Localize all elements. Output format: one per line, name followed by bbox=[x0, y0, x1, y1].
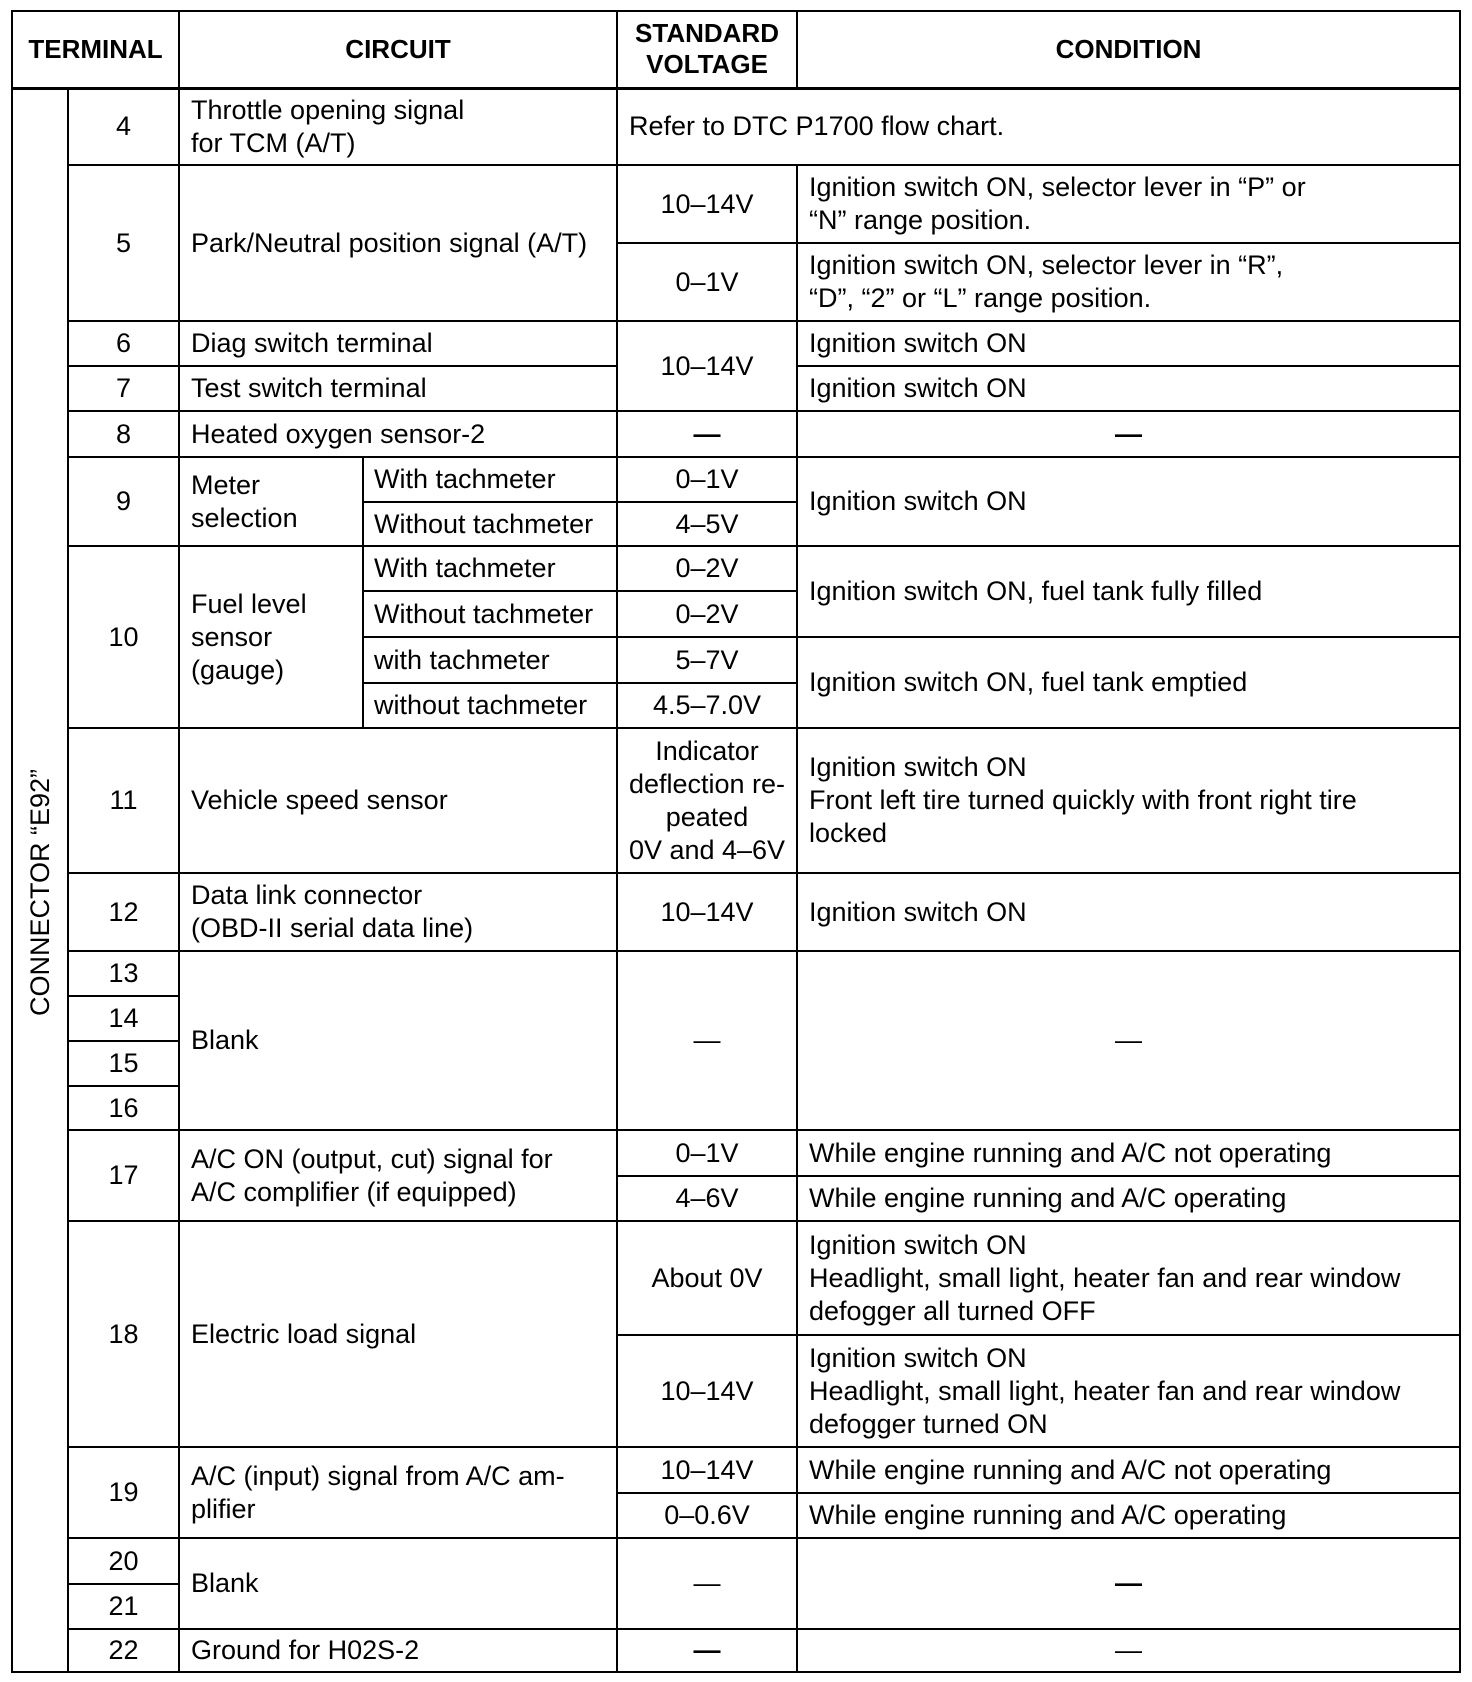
terminal-18-circuit: Electric load signal bbox=[179, 1221, 617, 1447]
table-row bbox=[12, 546, 1460, 591]
terminal-19-condition-1: While engine running and A/C not operating bbox=[797, 1447, 1460, 1493]
terminal-8-number: 8 bbox=[68, 411, 179, 457]
terminal-10-variant-2-label: Without tachmeter bbox=[363, 591, 617, 637]
terminal-18-voltage-1: About 0V bbox=[617, 1221, 797, 1335]
terminal-20-21-circuit: Blank bbox=[179, 1538, 617, 1629]
terminal-17-circuit: A/C ON (output, cut) signal for A/C complifier (if equipped) bbox=[179, 1130, 617, 1221]
table-row bbox=[12, 728, 1460, 873]
terminal-9-condition: Ignition switch ON bbox=[797, 457, 1460, 546]
terminal-19-condition-2: While engine running and A/C operating bbox=[797, 1493, 1460, 1538]
table-row bbox=[12, 457, 1460, 502]
terminal-10-variant-1-voltage: 0–2V bbox=[617, 546, 797, 591]
terminal-6-7-voltage: 10–14V bbox=[617, 321, 797, 411]
table-row bbox=[12, 88, 1460, 165]
terminal-9-variant-1-label: With tachmeter bbox=[363, 457, 617, 502]
terminal-7-condition: Ignition switch ON bbox=[797, 366, 1460, 411]
terminal-10-circuit: Fuel level sensor (gauge) bbox=[179, 546, 363, 728]
terminal-5-condition-2: Ignition switch ON, selector lever in “R”, “D”, “2” or “L” range position. bbox=[797, 243, 1460, 321]
terminal-9-circuit: Meter selection bbox=[179, 457, 363, 546]
terminal-4-number: 4 bbox=[68, 88, 179, 165]
table-row bbox=[12, 1629, 1460, 1672]
table-row bbox=[12, 1447, 1460, 1493]
terminal-17-voltage-2: 4–6V bbox=[617, 1176, 797, 1221]
terminal-10-condition-1: Ignition switch ON, fuel tank fully filled bbox=[797, 546, 1460, 637]
table-row bbox=[12, 1221, 1460, 1335]
terminal-8-voltage: — bbox=[617, 411, 797, 457]
terminal-11-condition: Ignition switch ON Front left tire turned quickly with front right tire locked bbox=[797, 728, 1460, 873]
terminal-20-number: 20 bbox=[68, 1538, 179, 1584]
terminal-10-variant-3-voltage: 5–7V bbox=[617, 637, 797, 683]
terminal-17-number: 17 bbox=[68, 1130, 179, 1221]
terminal-5-number: 5 bbox=[68, 165, 179, 321]
terminal-9-number: 9 bbox=[68, 457, 179, 546]
terminal-18-condition-1: Ignition switch ON Headlight, small light, heater fan and rear window defogger all turned OFF bbox=[797, 1221, 1460, 1335]
table-row bbox=[12, 1538, 1460, 1584]
terminal-22-voltage: — bbox=[617, 1629, 797, 1672]
terminal-12-number: 12 bbox=[68, 873, 179, 951]
table-row bbox=[12, 165, 1460, 243]
terminal-17-voltage-1: 0–1V bbox=[617, 1130, 797, 1176]
terminal-18-condition-2: Ignition switch ON Headlight, small light, heater fan and rear window defogger turned ON bbox=[797, 1335, 1460, 1447]
terminal-18-voltage-2: 10–14V bbox=[617, 1335, 797, 1447]
table-row bbox=[12, 411, 1460, 457]
terminal-18-number: 18 bbox=[68, 1221, 179, 1447]
terminal-12-circuit: Data link connector (OBD-II serial data line) bbox=[179, 873, 617, 951]
header-row bbox=[12, 11, 1460, 88]
terminal-14-number: 14 bbox=[68, 996, 179, 1041]
ecm-terminal-voltage-table bbox=[11, 10, 1461, 1673]
table-row bbox=[12, 951, 1460, 996]
terminal-7-number: 7 bbox=[68, 366, 179, 411]
terminal-9-variant-2-voltage: 4–5V bbox=[617, 502, 797, 546]
table-row bbox=[12, 1130, 1460, 1176]
terminal-12-voltage: 10–14V bbox=[617, 873, 797, 951]
terminal-22-number: 22 bbox=[68, 1629, 179, 1672]
terminal-9-variant-2-label: Without tachmeter bbox=[363, 502, 617, 546]
terminal-10-variant-1-label: With tachmeter bbox=[363, 546, 617, 591]
connector-cell bbox=[12, 88, 68, 1672]
header-condition: CONDITION bbox=[797, 11, 1460, 88]
terminal-13-16-circuit: Blank bbox=[179, 951, 617, 1130]
terminal-17-condition-1: While engine running and A/C not operating bbox=[797, 1130, 1460, 1176]
terminal-5-voltage-1: 10–14V bbox=[617, 165, 797, 243]
terminal-4-note: Refer to DTC P1700 flow chart. bbox=[617, 88, 1460, 165]
terminal-5-voltage-2: 0–1V bbox=[617, 243, 797, 321]
terminal-10-variant-3-label: with tachmeter bbox=[363, 637, 617, 683]
terminal-11-voltage: Indicator deflection re- peated 0V and 4–6V bbox=[617, 728, 797, 873]
terminal-8-circuit: Heated oxygen sensor-2 bbox=[179, 411, 617, 457]
terminal-15-number: 15 bbox=[68, 1041, 179, 1086]
terminal-21-number: 21 bbox=[68, 1584, 179, 1629]
terminal-10-condition-2: Ignition switch ON, fuel tank emptied bbox=[797, 637, 1460, 728]
connector-label: CONNECTOR “E92” bbox=[24, 769, 55, 1017]
terminal-19-number: 19 bbox=[68, 1447, 179, 1538]
table-row bbox=[12, 873, 1460, 951]
terminal-16-number: 16 bbox=[68, 1086, 179, 1130]
terminal-22-condition: — bbox=[797, 1629, 1460, 1672]
terminal-19-circuit: A/C (input) signal from A/C am- plifier bbox=[179, 1447, 617, 1538]
terminal-7-circuit: Test switch terminal bbox=[179, 366, 617, 411]
terminal-13-number: 13 bbox=[68, 951, 179, 996]
terminal-6-circuit: Diag switch terminal bbox=[179, 321, 617, 366]
terminal-5-condition-1: Ignition switch ON, selector lever in “P” or “N” range position. bbox=[797, 165, 1460, 243]
header-terminal: TERMINAL bbox=[12, 11, 179, 88]
header-standard-voltage: STANDARD VOLTAGE bbox=[617, 11, 797, 88]
terminal-20-21-voltage: — bbox=[617, 1538, 797, 1629]
terminal-9-variant-1-voltage: 0–1V bbox=[617, 457, 797, 502]
terminal-6-number: 6 bbox=[68, 321, 179, 366]
terminal-12-condition: Ignition switch ON bbox=[797, 873, 1460, 951]
terminal-10-variant-2-voltage: 0–2V bbox=[617, 591, 797, 637]
terminal-22-circuit: Ground for H02S-2 bbox=[179, 1629, 617, 1672]
terminal-13-16-voltage: — bbox=[617, 951, 797, 1130]
terminal-19-voltage-2: 0–0.6V bbox=[617, 1493, 797, 1538]
terminal-20-21-condition: — bbox=[797, 1538, 1460, 1629]
terminal-5-circuit: Park/Neutral position signal (A/T) bbox=[179, 165, 617, 321]
terminal-19-voltage-1: 10–14V bbox=[617, 1447, 797, 1493]
terminal-11-number: 11 bbox=[68, 728, 179, 873]
terminal-6-condition: Ignition switch ON bbox=[797, 321, 1460, 366]
header-circuit: CIRCUIT bbox=[179, 11, 617, 88]
terminal-4-circuit: Throttle opening signal for TCM (A/T) bbox=[179, 88, 617, 165]
terminal-17-condition-2: While engine running and A/C operating bbox=[797, 1176, 1460, 1221]
table-wrapper bbox=[11, 10, 1461, 1673]
terminal-8-condition: — bbox=[797, 411, 1460, 457]
terminal-10-number: 10 bbox=[68, 546, 179, 728]
terminal-13-16-condition: — bbox=[797, 951, 1460, 1130]
terminal-11-circuit: Vehicle speed sensor bbox=[179, 728, 617, 873]
terminal-10-variant-4-label: without tachmeter bbox=[363, 683, 617, 728]
terminal-10-variant-4-voltage: 4.5–7.0V bbox=[617, 683, 797, 728]
table-row bbox=[12, 321, 1460, 366]
